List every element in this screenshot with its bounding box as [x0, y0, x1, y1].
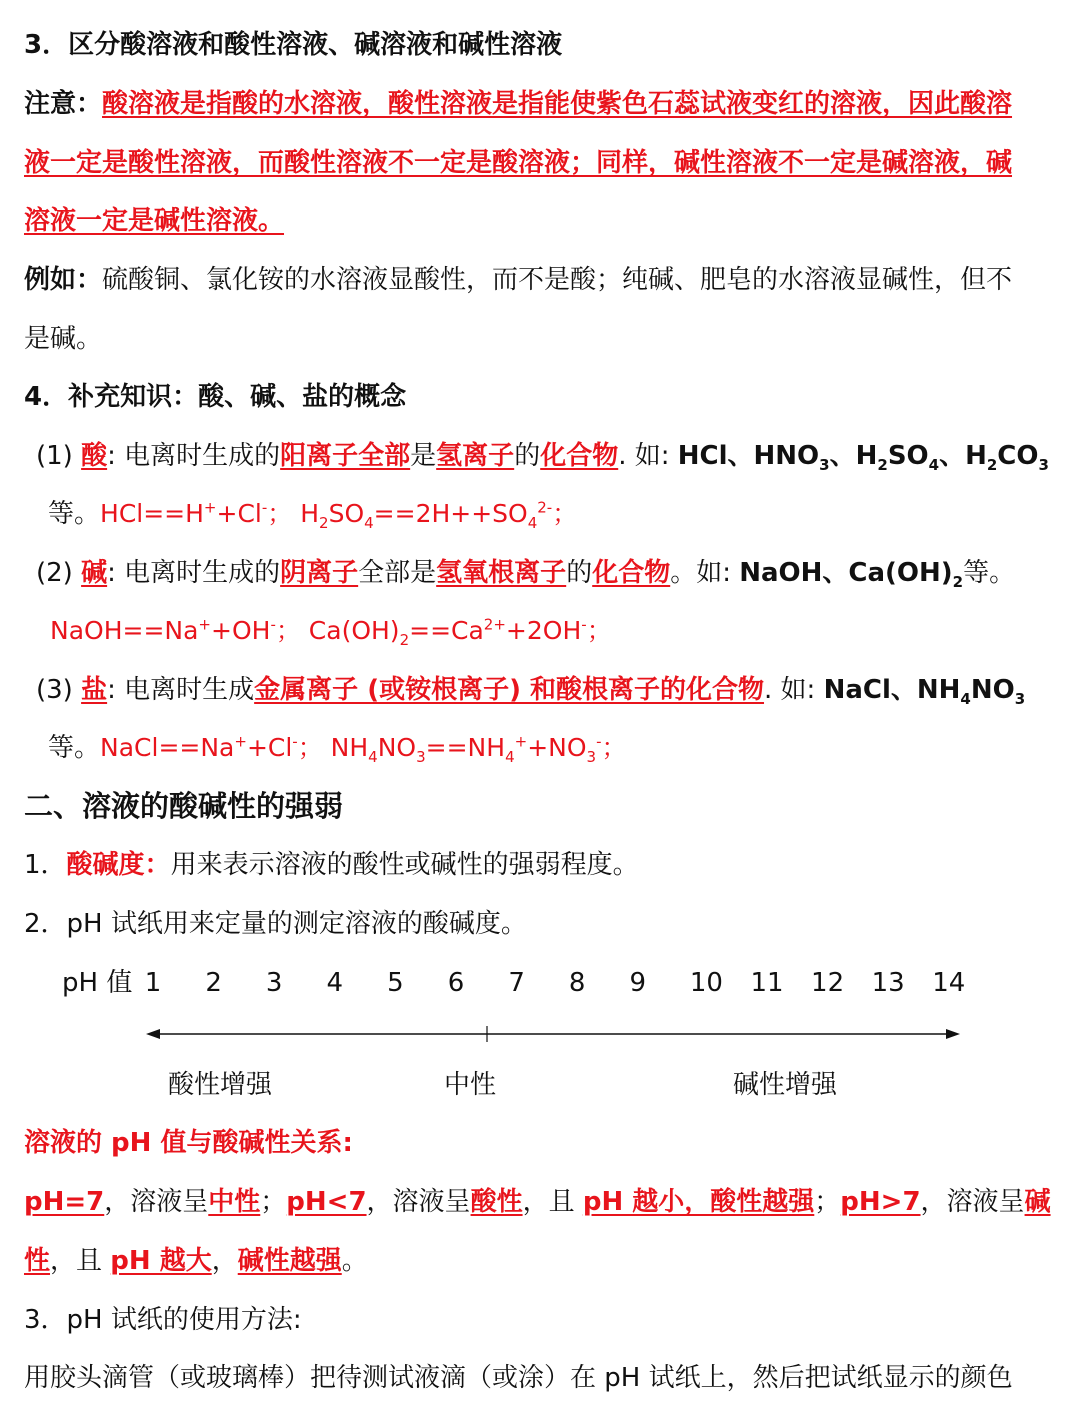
ph-tick-11: 11: [750, 968, 784, 998]
ph-tick-9: 9: [629, 968, 647, 998]
ph-arrow-axis: [0, 1014, 1080, 1054]
acidity-text: 用来表示溶液的酸性或碱性的强弱程度。: [170, 850, 639, 880]
acid-text-4: . 如:: [618, 441, 678, 471]
base-increase-label: 碱性增强: [733, 1070, 838, 1100]
section-4-title: 4．补充知识：酸、碱、盐的概念: [24, 382, 407, 412]
ph-lt-7: pH<7: [286, 1187, 367, 1217]
ph-paper-line: 2．pH 试纸用来定量的测定溶液的酸碱度。: [24, 909, 527, 939]
acid-formula: HCl==H++Cl-； $H_2SO_4==2H++SO_4^{2-}$；: [100, 498, 578, 532]
acid-equations: [48, 497, 577, 531]
base-stronger: 碱性越强: [237, 1246, 342, 1276]
note-line-2: 液一定是酸性溶液，而酸性溶液不一定是酸溶液；同样，碱性溶液不一定是碱溶液，碱: [24, 148, 1013, 178]
ph-tick-8: 8: [568, 968, 586, 998]
ph-tick-10: 10: [689, 968, 723, 998]
acid-definition: [36, 439, 1049, 473]
base-definition: [36, 556, 1015, 590]
note-text-1: 酸溶液是指酸的水溶液，酸性溶液是指能使紫色石蕊试液变红的溶液，因此酸溶: [102, 89, 1013, 119]
acid-number: (1): [36, 441, 82, 471]
base-key-3: 化合物: [592, 558, 671, 588]
acid-increase-label: 酸性增强: [168, 1070, 273, 1100]
acid-text-2: 是: [410, 441, 437, 471]
right-arrowhead: [946, 1029, 960, 1039]
ph-scale-label: pH 值: [62, 968, 133, 998]
ph-larger: pH 越大: [110, 1246, 212, 1276]
salt-text-1: : 电离时生成: [107, 675, 255, 705]
base-examples: NaOH、$Ca(OH)_2$: [739, 558, 964, 592]
ph-tick-5: 5: [387, 968, 404, 998]
salt-text-2: . 如:: [764, 675, 824, 705]
ph-paper-usage-text: 用胶头滴管（或玻璃棒）把待测试液滴（或涂）在 pH 试纸上，然后把试纸显示的颜色: [24, 1363, 1013, 1393]
ph-tick-4: 4: [326, 968, 344, 998]
example-label: 例如：: [24, 265, 103, 295]
acid-text-1: : 电离时生成的: [107, 441, 281, 471]
ph-paper-usage-title: 3．pH 试纸的使用方法:: [24, 1305, 302, 1335]
base-text-3: 的: [566, 558, 593, 588]
salt-definition: [36, 673, 1025, 707]
acid-deng: 等。: [48, 499, 101, 529]
acid-key-1: 阳离子全部: [280, 441, 411, 471]
section-3-title: 3．区分酸溶液和酸性溶液、碱溶液和碱性溶液: [24, 30, 563, 60]
ph-tick-13: 13: [871, 968, 905, 998]
basic-term-part-1: 碱: [1024, 1187, 1051, 1217]
ph-gt-7: pH>7: [840, 1187, 921, 1217]
ph-tick-14: 14: [932, 968, 966, 998]
salt-number: (3): [36, 675, 82, 705]
base-term: 碱: [81, 558, 108, 588]
example-line-2: 是碱。: [24, 324, 103, 354]
acidity-term: 酸碱度：: [66, 850, 171, 880]
ph-relation-title: 溶液的 pH 值与酸碱性关系:: [24, 1128, 353, 1158]
acid-key-3: 化合物: [540, 441, 619, 471]
base-text-5: 等。: [963, 558, 1016, 588]
example-line-1: [24, 263, 1012, 297]
base-key-1: 阴离子: [280, 558, 359, 588]
left-arrowhead: [146, 1029, 160, 1039]
note-label: 注意：: [24, 89, 103, 119]
acid-stronger-rule: pH 越小，酸性越强: [582, 1187, 815, 1217]
basic-term-part-2: 性: [24, 1246, 51, 1276]
salt-deng: 等。: [48, 733, 101, 763]
note-line-3: 溶液一定是碱性溶液。: [24, 206, 285, 236]
salt-key-1: 金属离子 (或铵根离子) 和酸根离子的化合物: [254, 675, 765, 705]
ph-tick-12: 12: [811, 968, 845, 998]
ph-tick-7: 7: [508, 968, 525, 998]
ph-eq-7: pH=7: [24, 1187, 105, 1217]
acid-examples: HCl、$HNO_3$、$H_2SO_4$、$H_2CO_3$: [677, 441, 1049, 475]
note-line-1: [24, 87, 1012, 121]
acid-text-3: 的: [514, 441, 541, 471]
base-equations: NaOH==Na++OH-； $Ca(OH)_2==Ca^{2+}+2OH^-$；: [50, 615, 612, 649]
ph-tick-1: 1: [144, 968, 162, 998]
base-number: (2): [36, 558, 82, 588]
acidity-definition: [24, 848, 639, 882]
ph-tick-6: 6: [447, 968, 465, 998]
acidic-term: 酸性: [470, 1187, 523, 1217]
page-bottom-fade: [0, 1398, 1080, 1412]
acid-key-2: 氢离子: [436, 441, 515, 471]
ph-tick-2: 2: [205, 968, 222, 998]
ph-relation-line-2: 性，且 pH 越大，碱性越强。: [24, 1246, 368, 1276]
base-text-2: 全部是: [358, 558, 437, 588]
item-1-number: 1．: [24, 850, 67, 880]
salt-formula: NaCl==Na++Cl-； $NH_4NO_3==NH_4^++NO_3^-$；: [100, 732, 627, 766]
salt-term: 盐: [81, 675, 108, 705]
base-key-2: 氢氧根离子: [436, 558, 567, 588]
base-text-4: 。如:: [670, 558, 740, 588]
example-text-1: 硫酸铜、氯化铵的水溶液显酸性，而不是酸；纯碱、肥皂的水溶液显碱性，但不: [102, 265, 1013, 295]
salt-equations: [48, 731, 627, 765]
salt-examples: NaCl、$NH_4NO_3$: [823, 675, 1026, 709]
neutral-term: 中性: [208, 1187, 261, 1217]
acid-term: 酸: [81, 441, 108, 471]
neutral-label: 中性: [444, 1070, 497, 1100]
ph-tick-3: 3: [265, 968, 283, 998]
base-text-1: : 电离时生成的: [107, 558, 281, 588]
ph-relation-line-1: pH=7，溶液呈中性；pH<7，溶液呈酸性，且 pH 越小，酸性越强；pH>7，溶液呈碱: [24, 1187, 1051, 1217]
section-2-heading: 二、溶液的酸碱性的强弱: [24, 789, 344, 823]
